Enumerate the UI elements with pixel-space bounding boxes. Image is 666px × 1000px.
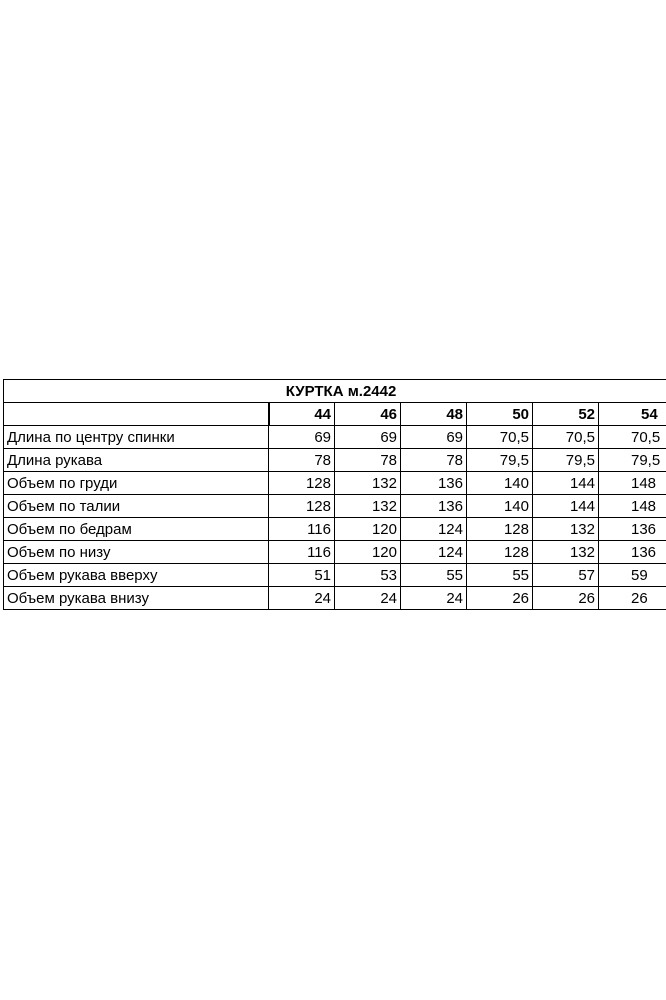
measurement-value: 132 <box>335 472 401 495</box>
measurement-value: 140 <box>467 472 533 495</box>
measurement-value: 136 <box>599 541 666 564</box>
measurement-value: 70,5 <box>467 426 533 449</box>
measurement-value: 55 <box>467 564 533 587</box>
measurement-value: 132 <box>533 541 599 564</box>
measurement-value: 70,5 <box>533 426 599 449</box>
measurement-value: 26 <box>533 587 599 610</box>
measurement-value: 26 <box>467 587 533 610</box>
measurement-value: 59 <box>599 564 666 587</box>
size-header-cell: 52 <box>533 403 599 426</box>
measurement-label: Длина по центру спинки <box>4 426 269 449</box>
measurement-value: 24 <box>335 587 401 610</box>
measurement-value: 79,5 <box>467 449 533 472</box>
measurement-value: 148 <box>599 495 666 518</box>
measurement-label: Объем рукава внизу <box>4 587 269 610</box>
measurement-label: Объем по талии <box>4 495 269 518</box>
measurement-value: 78 <box>401 449 467 472</box>
measurement-value: 128 <box>269 472 335 495</box>
size-header-cell: 54 <box>599 403 666 426</box>
measurement-label: Длина рукава <box>4 449 269 472</box>
measurement-value: 116 <box>269 518 335 541</box>
measurement-value: 116 <box>269 541 335 564</box>
measurement-value: 69 <box>269 426 335 449</box>
table-row <box>4 495 666 518</box>
measurement-value: 148 <box>599 472 666 495</box>
measurement-value: 78 <box>269 449 335 472</box>
measurement-label: Объем по груди <box>4 472 269 495</box>
size-header-cell: 44 <box>269 403 335 426</box>
measurement-label: Объем по бедрам <box>4 518 269 541</box>
measurement-value: 24 <box>269 587 335 610</box>
table-row <box>4 541 666 564</box>
measurement-value: 69 <box>335 426 401 449</box>
table-row <box>4 587 666 610</box>
measurement-value: 57 <box>533 564 599 587</box>
measurement-value: 136 <box>599 518 666 541</box>
measurement-value: 51 <box>269 564 335 587</box>
table-row <box>4 472 666 495</box>
size-chart <box>3 379 666 610</box>
table-title-row <box>4 380 666 403</box>
measurement-value: 136 <box>401 472 467 495</box>
table-row <box>4 449 666 472</box>
table-title: КУРТКА м.2442 <box>4 380 666 403</box>
measurement-value: 78 <box>335 449 401 472</box>
measurement-value: 24 <box>401 587 467 610</box>
measurement-value: 128 <box>467 541 533 564</box>
measurement-value: 144 <box>533 472 599 495</box>
measurement-value: 55 <box>401 564 467 587</box>
measurement-value: 70,5 <box>599 426 666 449</box>
header-blank-cell <box>4 403 269 426</box>
measurement-value: 132 <box>533 518 599 541</box>
measurement-value: 124 <box>401 541 467 564</box>
measurement-value: 136 <box>401 495 467 518</box>
size-header-cell: 46 <box>335 403 401 426</box>
measurement-value: 144 <box>533 495 599 518</box>
table-row <box>4 564 666 587</box>
measurement-value: 120 <box>335 541 401 564</box>
size-header-cell: 48 <box>401 403 467 426</box>
measurement-value: 124 <box>401 518 467 541</box>
table-row <box>4 518 666 541</box>
measurement-label: Объем по низу <box>4 541 269 564</box>
size-table <box>3 379 666 610</box>
size-header-cell: 50 <box>467 403 533 426</box>
measurement-value: 128 <box>269 495 335 518</box>
measurement-value: 120 <box>335 518 401 541</box>
measurement-value: 132 <box>335 495 401 518</box>
measurement-value: 128 <box>467 518 533 541</box>
size-header-row <box>4 403 666 426</box>
measurement-value: 53 <box>335 564 401 587</box>
measurement-value: 26 <box>599 587 666 610</box>
table-row <box>4 426 666 449</box>
measurement-value: 79,5 <box>599 449 666 472</box>
measurement-value: 140 <box>467 495 533 518</box>
measurement-value: 79,5 <box>533 449 599 472</box>
measurement-value: 69 <box>401 426 467 449</box>
measurement-label: Объем рукава вверху <box>4 564 269 587</box>
